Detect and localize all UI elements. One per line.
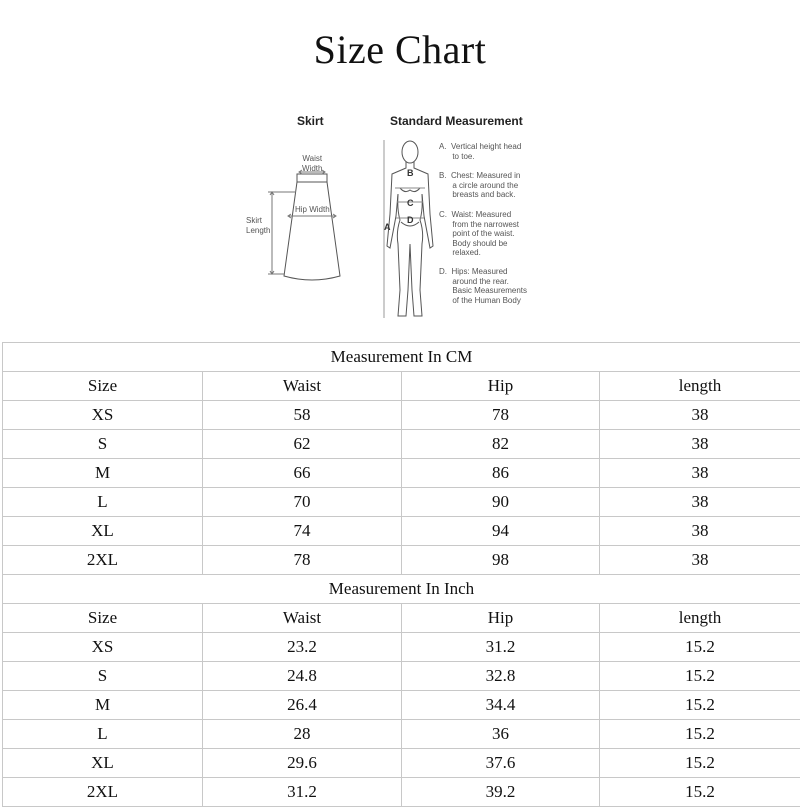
table-cell: 38	[600, 459, 800, 488]
inch-size-table	[2, 603, 800, 807]
column-header: Hip	[402, 372, 600, 401]
column-header: Hip	[402, 604, 600, 633]
table-cell: 78	[203, 546, 402, 575]
table-row	[3, 401, 800, 430]
table-header-row	[3, 604, 800, 633]
skirt-heading: Skirt	[297, 114, 324, 128]
measurement-diagram	[240, 104, 560, 332]
table-cell: 15.2	[600, 633, 800, 662]
table-cell: 15.2	[600, 778, 800, 807]
skirt-drawing	[268, 170, 340, 280]
table-cell: XL	[3, 517, 203, 546]
table-cell: 26.4	[203, 691, 402, 720]
column-header: length	[600, 604, 800, 633]
note-d: D. Hips: Measured around the rear. Basic Measurements of the Human Body	[439, 267, 527, 305]
table-cell: 31.2	[203, 778, 402, 807]
figure-letter-b: B	[407, 168, 414, 178]
table-cell: 29.6	[203, 749, 402, 778]
table-cell: 28	[203, 720, 402, 749]
waist-width-label: Waist Width	[302, 154, 322, 173]
table-cell: 2XL	[3, 546, 203, 575]
table-cell: 38	[600, 546, 800, 575]
human-figure	[384, 140, 433, 318]
table-cell: 86	[402, 459, 600, 488]
table-cell: 38	[600, 517, 800, 546]
table-cell: 31.2	[402, 633, 600, 662]
table-cell: S	[3, 430, 203, 459]
table-row	[3, 662, 800, 691]
figure-letter-a: A	[384, 222, 391, 232]
figure-letter-d: D	[407, 215, 414, 225]
note-a: A. Vertical height head to toe.	[439, 142, 521, 161]
table-cell: XS	[3, 633, 203, 662]
table-row	[3, 430, 800, 459]
table-cell: 62	[203, 430, 402, 459]
table-cell: 32.8	[402, 662, 600, 691]
table-cell: 74	[203, 517, 402, 546]
table-row	[3, 633, 800, 662]
size-tables	[2, 342, 800, 807]
table-cell: 98	[402, 546, 600, 575]
column-header: Waist	[203, 372, 402, 401]
table-cell: S	[3, 662, 203, 691]
table-cell: L	[3, 488, 203, 517]
page-title: Size Chart	[0, 26, 800, 73]
table-row	[3, 488, 800, 517]
table-row	[3, 517, 800, 546]
table-cell: 38	[600, 430, 800, 459]
table-header-row	[3, 372, 800, 401]
column-header: Size	[3, 372, 203, 401]
column-header: Size	[3, 604, 203, 633]
figure-letter-c: C	[407, 198, 414, 208]
table-cell: 38	[600, 488, 800, 517]
table-cell: 70	[203, 488, 402, 517]
skirt-length-label: Skirt Length	[246, 216, 270, 235]
table-cell: 15.2	[600, 720, 800, 749]
table-cell: L	[3, 720, 203, 749]
table-row	[3, 691, 800, 720]
table-cell: XS	[3, 401, 203, 430]
cm-table-caption: Measurement In CM	[2, 342, 800, 371]
table-cell: 90	[402, 488, 600, 517]
table-cell: 82	[402, 430, 600, 459]
table-row	[3, 720, 800, 749]
table-cell: 36	[402, 720, 600, 749]
note-c: C. Waist: Measured from the narrowest point of the waist. Body should be relaxed.	[439, 210, 519, 258]
table-cell: 37.6	[402, 749, 600, 778]
table-cell: 2XL	[3, 778, 203, 807]
table-cell: 38	[600, 401, 800, 430]
table-cell: M	[3, 459, 203, 488]
table-cell: 39.2	[402, 778, 600, 807]
standard-measurement-heading: Standard Measurement	[390, 114, 523, 128]
table-cell: 34.4	[402, 691, 600, 720]
table-cell: 94	[402, 517, 600, 546]
table-cell: 58	[203, 401, 402, 430]
table-cell: 15.2	[600, 691, 800, 720]
table-row	[3, 546, 800, 575]
table-cell: M	[3, 691, 203, 720]
note-b: B. Chest: Measured in a circle around the breasts and back.	[439, 171, 520, 200]
column-header: length	[600, 372, 800, 401]
column-header: Waist	[203, 604, 402, 633]
table-cell: 23.2	[203, 633, 402, 662]
cm-size-table	[2, 371, 800, 575]
table-row	[3, 749, 800, 778]
table-cell: 66	[203, 459, 402, 488]
table-row	[3, 778, 800, 807]
table-cell: XL	[3, 749, 203, 778]
table-row	[3, 459, 800, 488]
table-cell: 15.2	[600, 749, 800, 778]
inch-table-caption: Measurement In Inch	[2, 575, 800, 603]
table-cell: 15.2	[600, 662, 800, 691]
table-cell: 24.8	[203, 662, 402, 691]
hip-width-label: Hip Width	[295, 205, 330, 215]
table-cell: 78	[402, 401, 600, 430]
